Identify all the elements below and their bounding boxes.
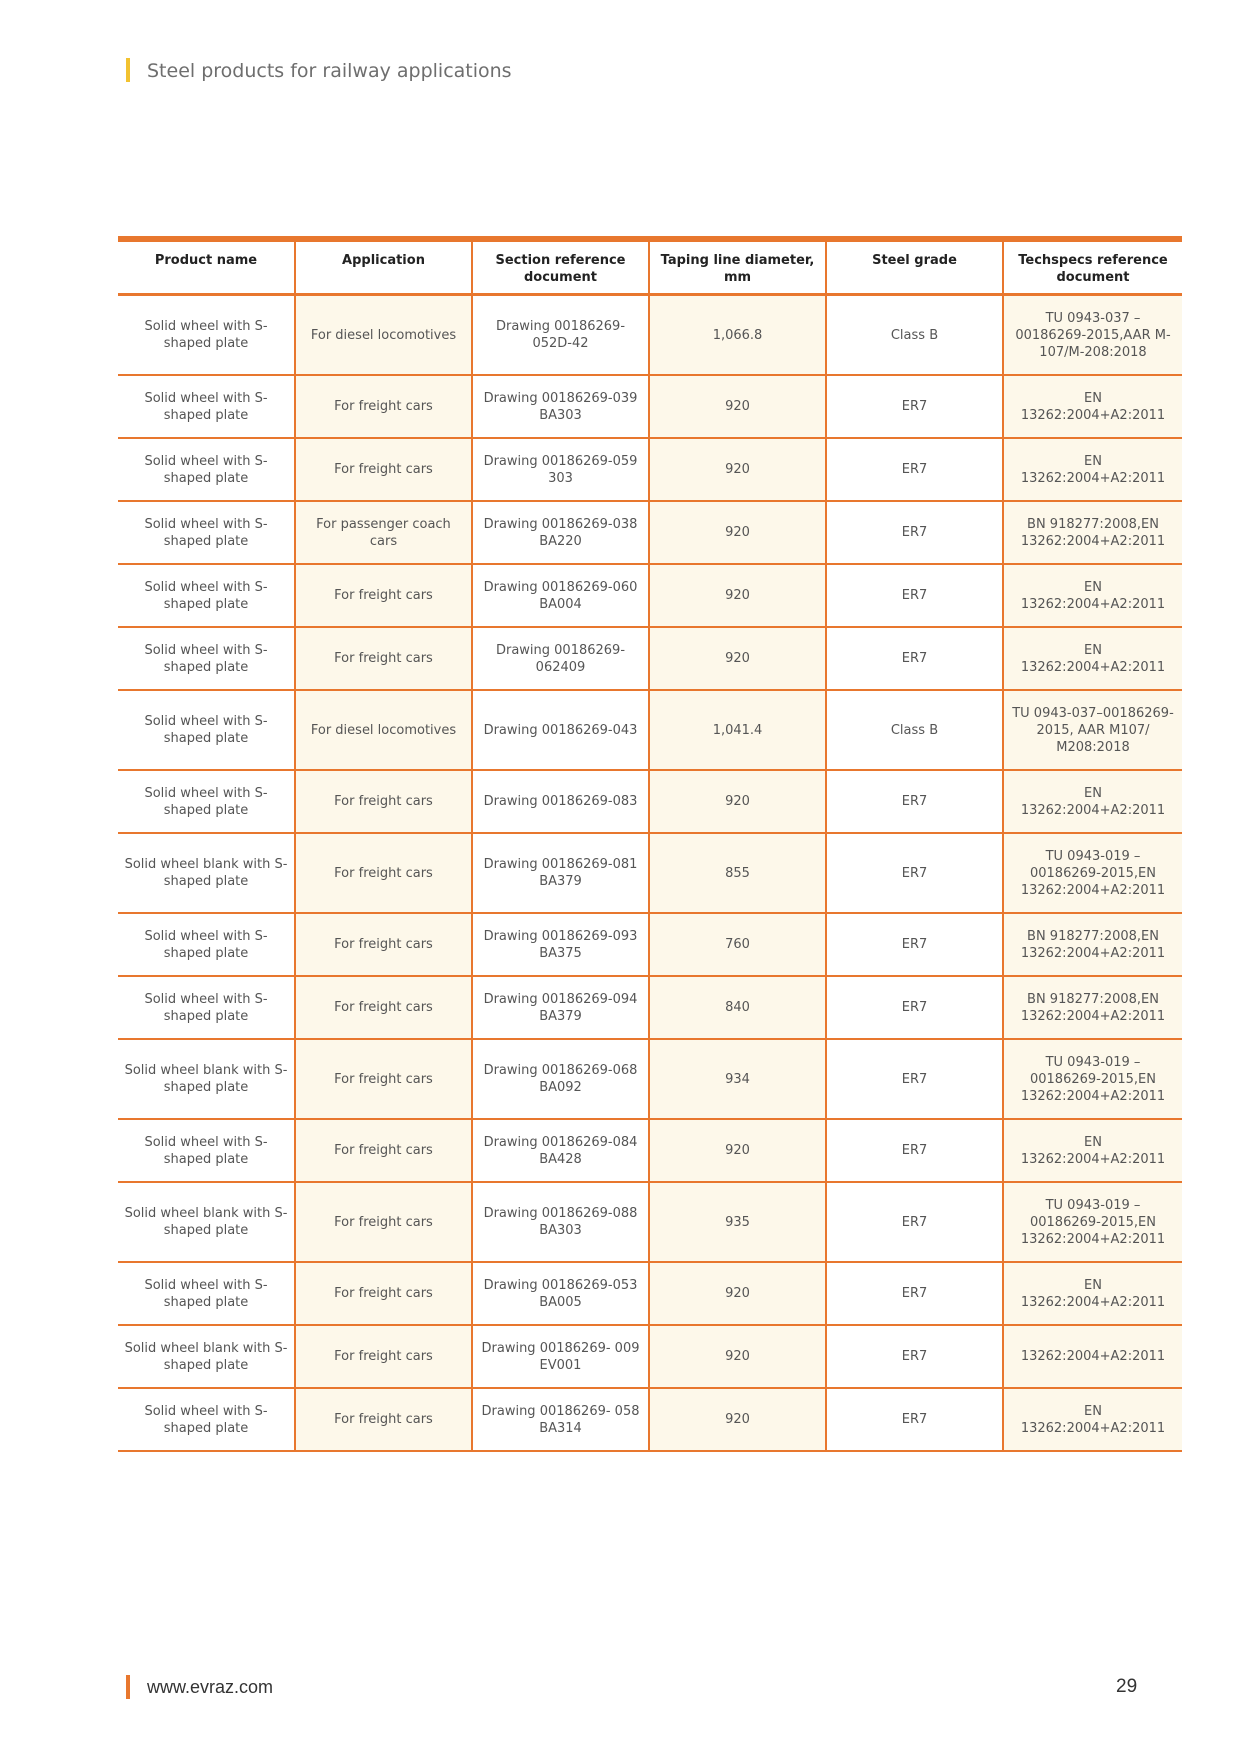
table-cell: Drawing 00186269-043 [472,690,649,770]
table-cell: BN 918277:2008,EN 13262:2004+A2:2011 [1003,913,1182,976]
table-cell: For freight cars [295,1325,472,1388]
table-row [118,1262,1182,1325]
table-cell: 934 [649,1039,826,1119]
table-cell: Drawing 00186269-094 BA379 [472,976,649,1039]
header-accent-bar [126,58,130,82]
table-cell: Solid wheel blank with S-shaped plate [118,1325,295,1388]
table-cell: Solid wheel blank with S-shaped plate [118,1182,295,1262]
table-cell: ER7 [826,627,1003,690]
table-cell: For passenger coach cars [295,501,472,564]
table-cell: 13262:2004+A2:2011 [1003,1325,1182,1388]
table-row [118,1182,1182,1262]
table-cell: Drawing 00186269-081 BA379 [472,833,649,913]
table-cell: EN 13262:2004+A2:2011 [1003,564,1182,627]
table-cell: ER7 [826,976,1003,1039]
table-cell: 760 [649,913,826,976]
table-body [118,295,1182,1452]
column-header: Section reference document [472,239,649,295]
table-cell: TU 0943-019 – 00186269-2015,EN 13262:2004+A2:2011 [1003,1039,1182,1119]
table-cell: Solid wheel with S-shaped plate [118,501,295,564]
table-cell: 920 [649,1325,826,1388]
table-cell: For freight cars [295,375,472,438]
table-cell: 1,066.8 [649,295,826,376]
table-cell: Drawing 00186269-038 BA220 [472,501,649,564]
table-header-row [118,239,1182,295]
table-cell: For freight cars [295,913,472,976]
table-cell: Solid wheel with S-shaped plate [118,295,295,376]
table-cell: 920 [649,1262,826,1325]
table-cell: ER7 [826,770,1003,833]
table-cell: ER7 [826,375,1003,438]
table-row [118,1039,1182,1119]
table-cell: For freight cars [295,1388,472,1451]
table-row [118,690,1182,770]
table-cell: 935 [649,1182,826,1262]
table-cell: 920 [649,438,826,501]
column-header: Product name [154,253,258,268]
table-cell: EN 13262:2004+A2:2011 [1003,438,1182,501]
product-table-container [118,236,1182,1452]
page-number: 29 [1116,1676,1138,1697]
table-cell: Drawing 00186269- 009 EV001 [472,1325,649,1388]
table-cell: TU 0943-037–00186269-2015, AAR M107/ M208:2018 [1003,690,1182,770]
table-row [118,501,1182,564]
table-cell: For freight cars [295,976,472,1039]
table-cell: Drawing 00186269-052D-42 [472,295,649,376]
table-row [118,833,1182,913]
table-cell: For freight cars [295,1039,472,1119]
table-cell: For diesel locomotives [295,295,472,376]
table-cell: ER7 [826,1182,1003,1262]
table-cell: Solid wheel with S-shaped plate [118,1262,295,1325]
table-cell: ER7 [826,1325,1003,1388]
table-cell: ER7 [826,438,1003,501]
table-cell: Drawing 00186269-083 [472,770,649,833]
table-cell: Solid wheel with S-shaped plate [118,976,295,1039]
table-cell: Solid wheel with S-shaped plate [118,564,295,627]
table-row [118,976,1182,1039]
table-cell: 840 [649,976,826,1039]
table-cell: EN 13262:2004+A2:2011 [1003,1262,1182,1325]
table-cell: Class B [826,690,1003,770]
table-row [118,438,1182,501]
table-cell: Drawing 00186269-088 BA303 [472,1182,649,1262]
table-row [118,295,1182,376]
footer-accent-bar [126,1675,130,1699]
table-cell: Drawing 00186269- 058 BA314 [472,1388,649,1451]
table-cell: Drawing 00186269-084 BA428 [472,1119,649,1182]
table-cell: ER7 [826,913,1003,976]
table-cell: For freight cars [295,627,472,690]
table-cell: ER7 [826,833,1003,913]
table-cell: TU 0943-019 – 00186269-2015,EN 13262:2004+A2:2011 [1003,833,1182,913]
column-header: Taping line diameter, mm [649,239,826,295]
table-cell: Drawing 00186269-068 BA092 [472,1039,649,1119]
table-cell: Drawing 00186269-053 BA005 [472,1262,649,1325]
table-cell: EN 13262:2004+A2:2011 [1003,375,1182,438]
table-cell: For diesel locomotives [295,690,472,770]
table-row [118,1325,1182,1388]
table-cell: Solid wheel with S-shaped plate [118,1388,295,1451]
table-cell: Solid wheel with S-shaped plate [118,770,295,833]
table-cell: 920 [649,501,826,564]
table-row [118,1388,1182,1451]
table-cell: ER7 [826,1039,1003,1119]
table-cell: 920 [649,770,826,833]
table-cell: 920 [649,1388,826,1451]
table-cell: For freight cars [295,833,472,913]
table-cell: 920 [649,1119,826,1182]
column-header: Steel grade [826,239,1003,295]
product-table [118,236,1182,1452]
table-row [118,770,1182,833]
table-cell: EN 13262:2004+A2:2011 [1003,770,1182,833]
table-cell: TU 0943-019 – 00186269-2015,EN 13262:2004+A2:2011 [1003,1182,1182,1262]
table-cell: Drawing 00186269-093 BA375 [472,913,649,976]
table-cell: For freight cars [295,770,472,833]
table-row [118,564,1182,627]
table-cell: Solid wheel with S-shaped plate [118,1119,295,1182]
table-cell: For freight cars [295,1262,472,1325]
table-cell: Solid wheel with S-shaped plate [118,913,295,976]
column-header: Application [295,239,472,295]
table-cell: Class B [826,295,1003,376]
table-cell: For freight cars [295,438,472,501]
table-cell: Solid wheel blank with S-shaped plate [118,1039,295,1119]
table-cell: Solid wheel with S-shaped plate [118,627,295,690]
table-cell: 920 [649,564,826,627]
table-cell: ER7 [826,564,1003,627]
table-cell: Solid wheel with S-shaped plate [118,690,295,770]
table-cell: EN 13262:2004+A2:2011 [1003,1388,1182,1451]
table-cell: Drawing 00186269-039 BA303 [472,375,649,438]
table-cell: ER7 [826,1262,1003,1325]
table-cell: 855 [649,833,826,913]
column-header: Techspecs reference document [1003,239,1182,295]
table-cell: Solid wheel with S-shaped plate [118,375,295,438]
page-header-title: Steel products for railway applications [147,60,512,82]
table-cell: TU 0943-037 – 00186269-2015,AAR M-107/M-208:2018 [1003,295,1182,376]
table-cell: Solid wheel with S-shaped plate [118,438,295,501]
table-cell: Solid wheel blank with S-shaped plate [118,833,295,913]
table-row [118,375,1182,438]
table-row [118,913,1182,976]
table-cell: For freight cars [295,564,472,627]
table-cell: BN 918277:2008,EN 13262:2004+A2:2011 [1003,501,1182,564]
table-cell: For freight cars [295,1119,472,1182]
table-cell: For freight cars [295,1182,472,1262]
table-cell: ER7 [826,501,1003,564]
table-cell: BN 918277:2008,EN 13262:2004+A2:2011 [1003,976,1182,1039]
table-cell: ER7 [826,1388,1003,1451]
table-row [118,627,1182,690]
table-cell: 920 [649,375,826,438]
table-cell: ER7 [826,1119,1003,1182]
footer-website-link[interactable]: www.evraz.com [147,1677,274,1697]
table-cell: Drawing 00186269-060 BA004 [472,564,649,627]
table-cell: Drawing 00186269-062409 [472,627,649,690]
table-cell: EN 13262:2004+A2:2011 [1003,1119,1182,1182]
table-cell: EN 13262:2004+A2:2011 [1003,627,1182,690]
table-row [118,1119,1182,1182]
table-cell: Drawing 00186269-059 303 [472,438,649,501]
table-cell: 1,041.4 [649,690,826,770]
table-cell: 920 [649,627,826,690]
